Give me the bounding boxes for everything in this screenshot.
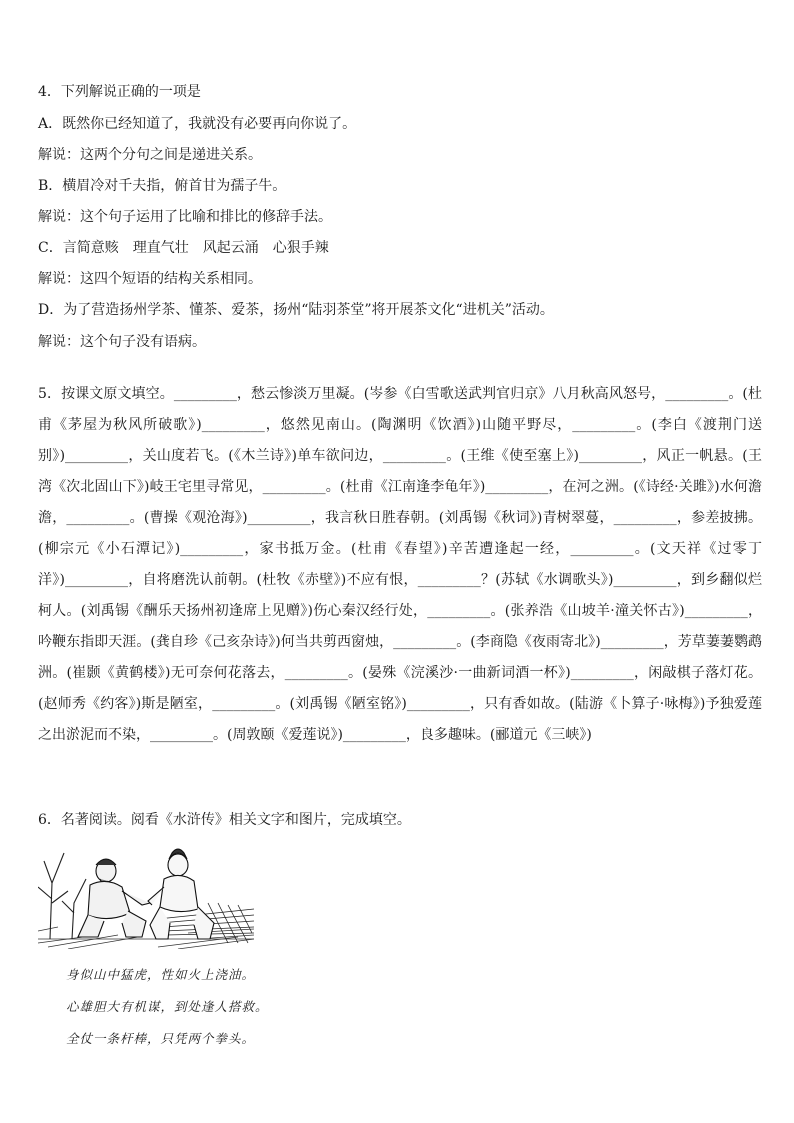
q4-explanation-d: 解说：这个句子没有语病。 <box>38 334 206 350</box>
q4-option-d: D．为了营造扬州学茶、懂茶、爱茶，扬州“陆羽茶堂”将开展茶文化“进机关”活动。 <box>38 302 554 318</box>
q4-explanation-c: 解说：这四个短语的结构关系相同。 <box>38 271 262 287</box>
q4-option-a: A．既然你已经知道了，我就没有必要再向你说了。 <box>38 116 357 132</box>
poem-line-3: 全仗一条杆棒，只凭两个拳头。 <box>66 1031 256 1046</box>
q4-explanation-b: 解说：这个句子运用了比喻和排比的修辞手法。 <box>38 209 332 225</box>
water-margin-illustration <box>38 843 254 949</box>
poem-line-2: 心雄胆大有机谋，到处逢人搭救。 <box>66 999 269 1014</box>
poem-line-1: 身似山中猛虎，性如火上浇油。 <box>66 967 256 982</box>
q4-explanation-a: 解说：这两个分句之间是递进关系。 <box>38 147 262 163</box>
q4-option-c: C．言简意赅 理直气壮 风起云涌 心狠手辣 <box>38 240 329 256</box>
q5-fill-in-paragraph: 5．按课文原文填空。_________，愁云惨淡万里凝。(岑参《白雪歌送武判官归京》八月秋高风怒号，_________。(杜甫《茅屋为秋风所破歌》)_________，悠然见南山。(陶渊明《饮酒》)山随平野尽，_________。(李白《渡荆门送别》)_________，关山度若飞。(《木兰诗》)单车欲问边，_________。(王维《使至塞上》)_________，风正一帆悬。(王湾《次北固山下》)岐王宅里寻常见，_________。(杜甫《江南逢李龟年》)_________，在河之洲。(《诗经·关雎》)水何澹澹，_________。(曹操《观沧海》)_________，我言秋日胜春朝。(刘禹锡《秋词》)青树翠蔓，_________，参差披拂。(柳宗元《小石潭记》)_________，家书抵万金。(杜甫《春望》)辛苦遭逢起一经，_________。(文天祥《过零丁洋》)_________，自将磨洗认前朝。(杜牧《赤壁》)不应有恨，_________？(苏轼《水调歌头》)_________，到乡翻似烂柯人。(刘禹锡《酬乐天扬州初逢席上见赠》)伤心秦汉经行处，_________。(张养浩《山坡羊·潼关怀古》)_________，吟鞭东指即天涯。(龚自珍《己亥杂诗》)何当共剪西窗烛，_________。(李商隐《夜雨寄北》)_________，芳草萋萋鹦鹉洲。(崔颢《黄鹤楼》)无可奈何花落去，_________。(晏殊《浣溪沙·一曲新词酒一杯》)_________，闲敲棋子落灯花。(赵师秀《约客》)斯是陋室，_________。(刘禹锡《陋室铭》)_________，只有香如故。(陆游《卜算子·咏梅》)予独爱莲之出淤泥而不染，_________。(周敦颐《爱莲说》)_________，良多趣味。(郦道元《三峡》) <box>38 386 762 743</box>
q6-stem: 6．名著阅读。阅看《水浒传》相关文字和图片，完成填空。 <box>38 812 411 828</box>
q4-stem: 4．下列解说正确的一项是 <box>38 84 201 100</box>
q4-option-b: B．横眉冷对千夫指，俯首甘为孺子牛。 <box>38 178 287 194</box>
